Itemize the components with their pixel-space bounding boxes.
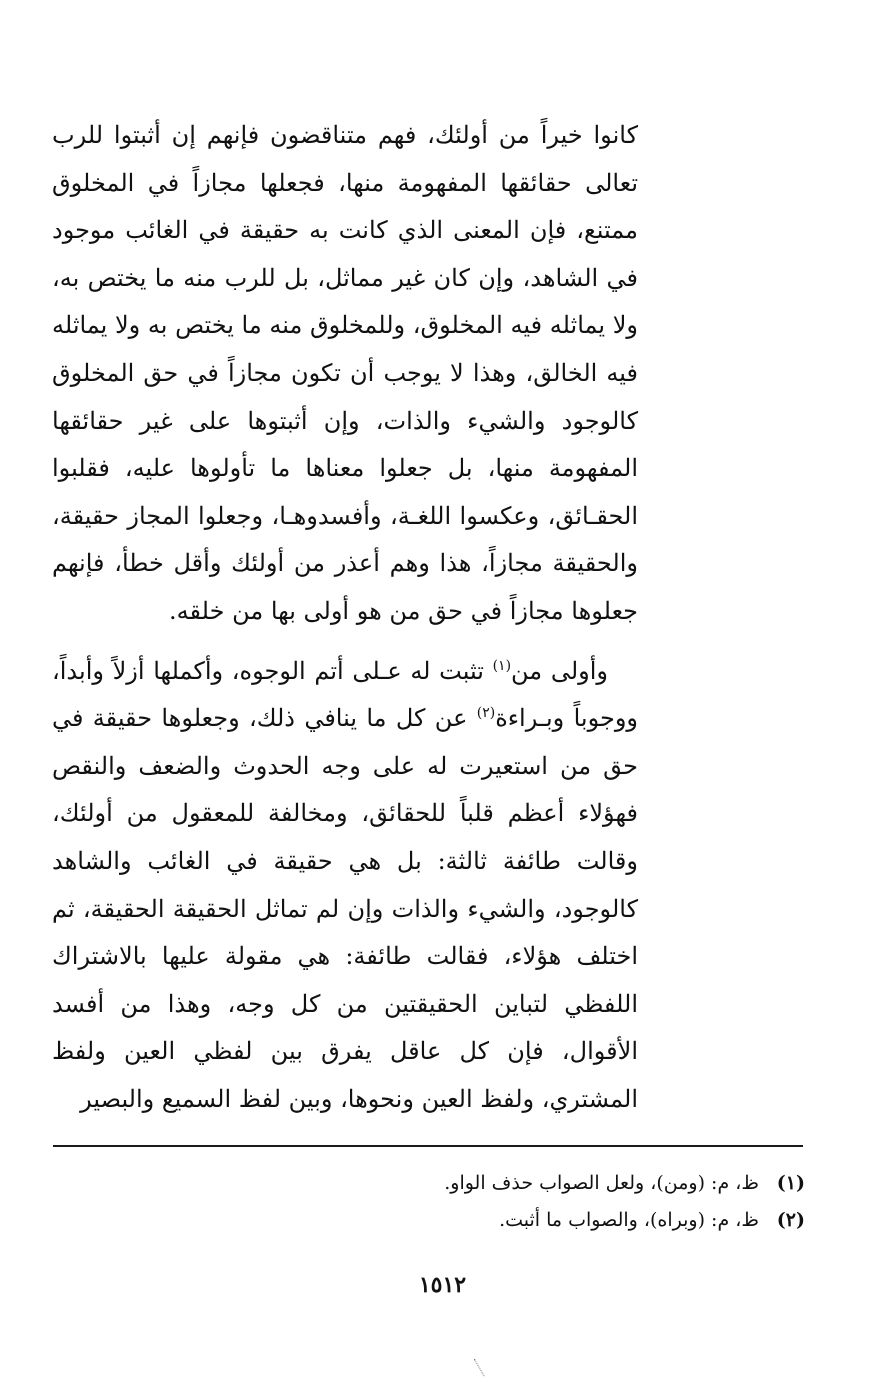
footnote: [53, 1165, 805, 1202]
footnote-marker: (١): [492, 657, 512, 674]
page-number: ١٥١٢: [418, 1272, 467, 1298]
footnote: [53, 1202, 805, 1239]
scan-artifact: [474, 1354, 494, 1377]
footnote-number: (٢): [776, 1209, 805, 1231]
footnote-text: ظ، م: (ومن)، ولعل الصواب حذف الواو.: [444, 1172, 759, 1194]
main-text: [52, 112, 638, 1123]
paragraph-text: تثبت له عـلى أتم الوجوه، وأكملها أزلاً وأبداً، ووجوباً وبـراءة: [52, 656, 638, 733]
paragraph-text: عن كل ما ينافي ذلك، وجعلوها حقيقة في حق من استعيرت له على وجه الحدوث والضعف والنقص فهؤلاء أعظم قلباً للحقائق، ومخالفة للمعقول من أولئك، وقالت طائفة ثالثة: بل هي حقيقة في الغائب والشاهد كالوجود، والشيء والذات وإن لم تماثل الحقيقة الحقيقة، ثم اختلف هؤلاء، فقالت طائفة: هي مقولة عليها بالاشتراك اللفظي لتباين الحقيقتين من كل وجه، وهذا من أفسد الأقوال، فإن كل عاقل يفرق بين لفظي العين ولفظ المشتري، ولفظ العين ونحوها، وبين لفظ السميع والبصير: [52, 704, 638, 1113]
footnote-divider: [53, 1145, 803, 1147]
paragraph-text: وأولى من: [511, 656, 608, 685]
footnote-number: (١): [776, 1172, 805, 1194]
paragraph-text: كانوا خيراً من أولئك، فهم متناقضون فإنهم إن أثبتوا للرب تعالى حقائقها المفهومة منها، فجعلها مجازاً في المخلوق ممتنع، فإن المعنى الذي كانت به حقيقة في الغائب موجود في الشاهد، وإن كان غير مماثل، بل للرب منه ما يختص به، ولا يماثله فيه المخلوق، وللمخلوق منه ما يختص به ولا يماثله فيه الخالق، وهذا لا يوجب أن تكون مجازاً في حق المخلوق كالوجود والشيء والذات، وإن أثبتوها على غير حقائقها المفهومة منها، بل جعلوا معناها ما تأولوها عليه، فقلبوا الحقـائق، وعكسوا اللغـة، وأفسدوهـا، وجعلوا المجاز حقيقة، والحقيقة مجازاً، هذا وهم أعذر من أولئك وأقل خطأ، فإنهم جعلوها مجازاً في حق من هو أولى بها من خلقه.: [52, 121, 638, 625]
footnotes: [53, 1165, 805, 1239]
paragraph: [52, 112, 638, 636]
footnote-marker: (٢): [476, 705, 496, 722]
footnote-text: ظ، م: (وبراه)، والصواب ما أثبت.: [499, 1209, 759, 1231]
paragraph: [52, 648, 638, 1124]
